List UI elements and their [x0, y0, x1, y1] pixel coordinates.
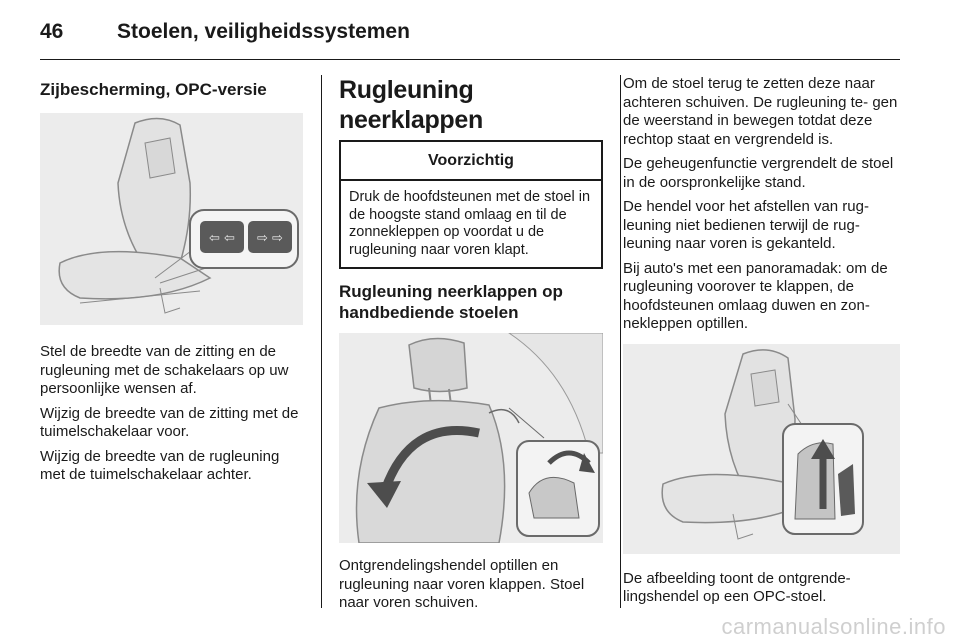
caution-text: Druk de hoofdsteunen met de stoel in de hoogste stand omlaag en til de zonnekleppen op voordat u de rugleuning naar voren klapt.	[349, 189, 591, 258]
section-heading-side-support: Zijbescherming, OPC-versie	[40, 80, 267, 99]
column-2	[339, 75, 603, 619]
svg-text:⇦ ⇦: ⇦ ⇦	[209, 231, 235, 246]
page-number: 46	[40, 20, 64, 43]
seat-side-switch-illustration	[40, 113, 303, 325]
page-header	[0, 0, 960, 60]
seat-fold-lever-icon	[339, 333, 603, 543]
side-support-text	[40, 343, 303, 485]
header-rule	[40, 59, 900, 60]
return-seat-text	[623, 75, 903, 334]
caution-title: Voorzichtig	[341, 142, 601, 181]
paragraph: Bij auto's met een panoramadak: om de rugleuning voorover te klappen, de hoofdsteunen omlaag duwen en zon- nekleppen optillen.	[623, 259, 888, 332]
column-3	[623, 75, 903, 613]
opc-seat-release-illustration	[623, 344, 900, 554]
column-1	[40, 75, 303, 491]
column-divider-2	[620, 75, 621, 608]
watermark: carmanualsonline.info	[721, 614, 946, 639]
seat-fold-lever-illustration	[339, 333, 603, 543]
seat-side-switch-icon	[40, 113, 303, 325]
opc-seat-release-icon	[623, 344, 900, 554]
manual-seat-text	[339, 557, 603, 613]
svg-text:⇨ ⇨: ⇨ ⇨	[257, 231, 283, 246]
paragraph: De hendel voor het afstellen van rug- leuning niet bedienen terwijl de rug- leuning naar voren is gekanteld.	[623, 198, 869, 252]
figure-caption-block	[623, 570, 903, 607]
caution-box	[339, 140, 603, 269]
paragraph: Wijzig de breedte van de zitting met de tuimelschakelaar voor.	[40, 404, 299, 440]
subheading-manual-seats: Rugleuning neerklappen op handbediende stoelen	[339, 282, 563, 322]
section-heading-fold-backrest: Rugleuning neerklappen	[339, 76, 483, 134]
paragraph: Om de stoel terug te zetten deze naar achteren schuiven. De rugleuning te- gen de weerstand in bewegen totdat deze rechtop staat en vergrendeld is.	[623, 75, 898, 148]
paragraph: De geheugenfunctie vergrendelt de stoel in de oorspronkelijke stand.	[623, 155, 894, 191]
paragraph: Wijzig de breedte van de rugleuning met de tuimelschakelaar achter.	[40, 447, 280, 483]
paragraph: Ontgrendelingshendel optillen en rugleuning naar voren klappen. Stoel naar voren schuiven.	[339, 557, 585, 611]
chapter-title: Stoelen, veiligheidssystemen	[117, 20, 410, 43]
column-divider-1	[321, 75, 322, 608]
paragraph: Stel de breedte van de zitting en de rugleuning met de schakelaars op uw persoonlijke wensen af.	[40, 343, 289, 397]
figure-caption: De afbeelding toont de ontgrende- lingshendel op een OPC-stoel.	[623, 569, 851, 605]
